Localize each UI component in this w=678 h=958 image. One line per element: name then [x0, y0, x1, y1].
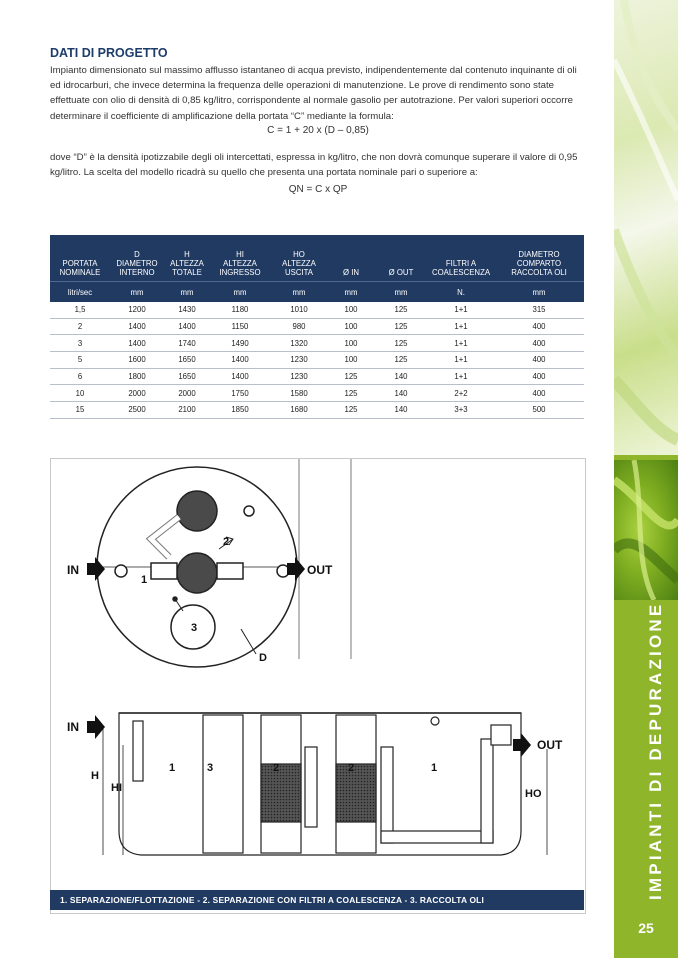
table-cell: 125 [328, 402, 374, 419]
col-altezza-uscita: HO ALTEZZA USCITA [270, 235, 328, 282]
table-cell: 1+1 [428, 368, 494, 385]
table-cell: 125 [374, 318, 428, 335]
table-cell: 1400 [110, 335, 164, 352]
table-row [50, 318, 584, 335]
col-altezza-totale: H ALTEZZA TOTALE [164, 235, 210, 282]
formula-nominal-flow: QN = C x QP [288, 184, 348, 195]
leaf-photo-top [614, 0, 678, 455]
table-cell: 100 [328, 318, 374, 335]
plan-num-3: 3 [191, 622, 198, 634]
col-diam-out: Ø OUT [374, 235, 428, 282]
plan-out-label: OUT [307, 563, 333, 577]
density-paragraph: dove “D” è la densità ipotizzabile degli oli intercettati, espressa in kg/litro, che non dovrà comunque superare il valore di 0,95 kg/litro. La scelta del modello ricadrà su quello che presenta una portata nominale pari o superiore a: [50, 152, 578, 179]
table-cell: 1150 [210, 318, 270, 335]
table-cell: 1010 [270, 302, 328, 318]
table-cell: 3+3 [428, 402, 494, 419]
table-cell: 2+2 [428, 385, 494, 402]
unit-cell: mm [270, 282, 328, 303]
col-portata: PORTATA NOMINALE [50, 235, 110, 282]
spec-table [50, 235, 584, 419]
section-out-label: OUT [537, 738, 563, 752]
table-row [50, 385, 584, 402]
table-cell: 1180 [210, 302, 270, 318]
spec-header-row [50, 235, 584, 282]
leaf-strokes [614, 0, 678, 455]
col-filtri: FILTRI A COALESCENZA [428, 235, 494, 282]
table-row [50, 352, 584, 369]
filter-top [177, 491, 217, 531]
dim-ho-label: HO [525, 788, 542, 800]
spec-units-row [50, 282, 584, 303]
table-cell: 1320 [270, 335, 328, 352]
table-cell: 1400 [110, 318, 164, 335]
col-diametro: D DIAMETRO INTERNO [110, 235, 164, 282]
table-cell: 1+1 [428, 335, 494, 352]
table-cell: 400 [494, 352, 584, 369]
table-cell: 400 [494, 368, 584, 385]
table-cell: 6 [50, 368, 110, 385]
table-cell: 2500 [110, 402, 164, 419]
table-row [50, 302, 584, 318]
plan-num-2: 2 [223, 536, 230, 548]
table-cell: 10 [50, 385, 110, 402]
figure-caption: 1. SEPARAZIONE/FLOTTAZIONE - 2. SEPARAZIONE CON FILTRI A COALESCENZA - 3. RACCOLTA OLI [50, 890, 584, 910]
table-cell: 1,5 [50, 302, 110, 318]
vertical-title [614, 601, 678, 900]
table-cell: 1490 [210, 335, 270, 352]
col-diam-in: Ø IN [328, 235, 374, 282]
compartment-3 [203, 715, 243, 853]
table-cell: 1400 [210, 368, 270, 385]
dim-hi-label: HI [111, 782, 122, 794]
table-cell: 315 [494, 302, 584, 318]
section-heading: DATI DI PROGETTO [50, 46, 168, 60]
filter-bottom [177, 553, 217, 593]
section-num-2a: 2 [273, 762, 280, 774]
drawing-svg [51, 459, 585, 891]
unit-cell: mm [328, 282, 374, 303]
section-in-arrow [87, 715, 105, 739]
table-cell: 2000 [164, 385, 210, 402]
plan-in-arrow [87, 557, 105, 581]
unit-cell: N. [428, 282, 494, 303]
col-altezza-ingresso: HI ALTEZZA INGRESSO [210, 235, 270, 282]
table-cell: 1580 [270, 385, 328, 402]
section-view [103, 713, 547, 855]
table-cell: 1+1 [428, 318, 494, 335]
formula-coefficient: C = 1 + 20 x (D – 0,85) [267, 125, 369, 136]
table-cell: 1+1 [428, 302, 494, 318]
table-cell: 5 [50, 352, 110, 369]
table-cell: 1430 [164, 302, 210, 318]
table-cell: 1650 [164, 352, 210, 369]
section-out-arrow [513, 733, 531, 757]
table-cell: 125 [328, 385, 374, 402]
table-cell: 1800 [110, 368, 164, 385]
section-num-3: 3 [207, 762, 214, 774]
table-cell: 3 [50, 335, 110, 352]
table-cell: 1650 [164, 368, 210, 385]
table-cell: 2100 [164, 402, 210, 419]
unit-cell: mm [110, 282, 164, 303]
table-cell: 2 [50, 318, 110, 335]
table-cell: 15 [50, 402, 110, 419]
table-cell: 2000 [110, 385, 164, 402]
table-cell: 980 [270, 318, 328, 335]
table-cell: 500 [494, 402, 584, 419]
table-cell: 1+1 [428, 352, 494, 369]
unit-cell: mm [374, 282, 428, 303]
table-cell: 1400 [164, 318, 210, 335]
table-cell: 400 [494, 318, 584, 335]
table-cell: 125 [374, 352, 428, 369]
section-num-1b: 1 [431, 762, 438, 774]
table-cell: 1740 [164, 335, 210, 352]
table-cell: 100 [328, 352, 374, 369]
intro-paragraph: Impianto dimensionato sul massimo afflusso istantaneo di acqua previsto, indipendentemente dal contenuto inquinante di oli ed idrocarburi, che invece determina la frequenza delle operazioni di manutenzione. Le prove di rendimento sono state effettuate con olio di densità di 0,85 kg/litro, corrispondente al normale gasolio per autotrazione. Per valori superiori occorre determinare il coefficiente di amplificazione della portata “C” mediante la formula: [50, 65, 577, 122]
technical-drawing [50, 458, 586, 914]
plan-in-label: IN [67, 563, 79, 577]
table-cell: 1680 [270, 402, 328, 419]
table-cell: 1400 [210, 352, 270, 369]
table-cell: 125 [374, 335, 428, 352]
unit-cell: litri/sec [50, 282, 110, 303]
table-cell: 140 [374, 368, 428, 385]
spec-table-body [50, 302, 584, 418]
table-cell: 1200 [110, 302, 164, 318]
unit-cell: mm [164, 282, 210, 303]
plan-d-label: D [259, 652, 267, 664]
vertical-title-text: IMPIANTI DI DEPURAZIONE [646, 601, 665, 900]
table-cell: 1600 [110, 352, 164, 369]
leaf-strokes-2 [614, 460, 678, 600]
plan-num-1: 1 [141, 574, 148, 586]
table-cell: 1750 [210, 385, 270, 402]
dim-h-label: H [91, 770, 99, 782]
section-in-label: IN [67, 720, 79, 734]
page-number: 25 [638, 920, 654, 936]
table-cell: 400 [494, 385, 584, 402]
leaf-photo-bottom [614, 460, 678, 600]
table-cell: 1230 [270, 352, 328, 369]
table-cell: 140 [374, 385, 428, 402]
unit-cell: mm [494, 282, 584, 303]
col-diametro-comparto: DIAMETRO COMPARTO RACCOLTA OLI [494, 235, 584, 282]
table-row [50, 335, 584, 352]
table-cell: 100 [328, 302, 374, 318]
table-cell: 400 [494, 335, 584, 352]
table-cell: 140 [374, 402, 428, 419]
table-cell: 100 [328, 335, 374, 352]
table-cell: 125 [328, 368, 374, 385]
table-row [50, 368, 584, 385]
plan-out-arrow [287, 557, 305, 581]
table-row [50, 402, 584, 419]
side-band [614, 0, 678, 958]
table-cell: 1850 [210, 402, 270, 419]
section-num-1: 1 [169, 762, 176, 774]
table-cell: 125 [374, 302, 428, 318]
table-cell: 1230 [270, 368, 328, 385]
section-num-2b: 2 [348, 762, 355, 774]
unit-cell: mm [210, 282, 270, 303]
